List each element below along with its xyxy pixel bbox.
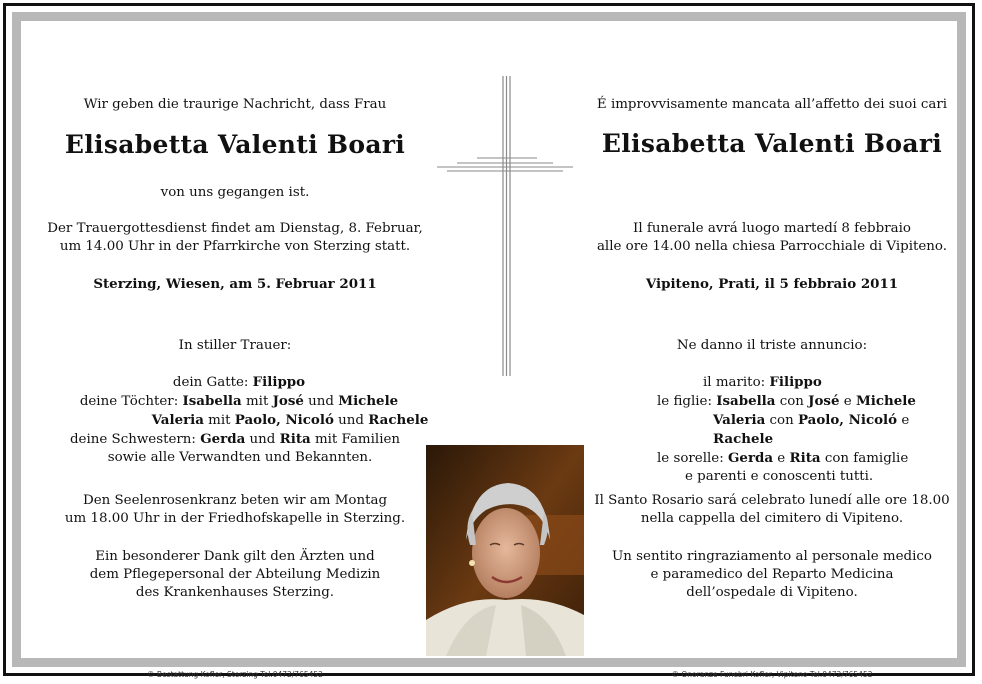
portrait-photo [426, 445, 584, 656]
italian-thanks-line3: dell’ospedale di Vipiteno. [686, 585, 858, 600]
german-service-line2: um 14.00 Uhr in der Pfarrkirche von Sterzing statt. [59, 239, 411, 254]
german-family-line5: sowie alle Verwandten und Bekannten. [107, 450, 373, 465]
italian-rosary-line1: Il Santo Rosario sará celebrato lunedí alle ore 18.00 [594, 493, 950, 508]
italian-thanks [581, 548, 963, 602]
italian-family-line1: il marito: Filippo [703, 374, 822, 390]
german-service-line1: Der Trauergottesdienst findet am Dienstag, 8. Februar, [47, 221, 423, 236]
italian-service-line1: Il funerale avrá luogo martedí 8 febbraio [633, 221, 911, 236]
italian-deceased-name: Elisabetta Valenti Boari [601, 129, 943, 158]
notice-frame [3, 3, 975, 679]
german-family [39, 373, 431, 467]
notice-body [21, 21, 957, 679]
italian-rosary [581, 492, 963, 528]
italian-family [581, 373, 963, 486]
german-service [39, 220, 431, 256]
italian-family-line3: Valeria con Paolo, Nicoló e Rachele [713, 412, 910, 447]
german-mourning: In stiller Trauer: [178, 338, 292, 353]
italian-service-line2: alle ore 14.00 nella chiesa Parrocchiale di Vipiteno. [596, 239, 948, 254]
german-family-line4: deine Schwestern: Gerda und Rita mit Familien [69, 431, 401, 447]
italian-intro: É improvvisamente mancata all’affetto dei suoi cari [596, 97, 948, 112]
italian-credit: © Onoranze Funebri Kofler, Vipiteno Tel.0472/765452 [671, 670, 873, 679]
italian-announce: Ne danno il triste annuncio: [676, 338, 868, 353]
german-rosary-line2: um 18.00 Uhr in der Friedhofskapelle in Sterzing. [64, 511, 406, 526]
italian-place-date: Vipiteno, Prati, il 5 febbraio 2011 [645, 276, 899, 292]
italian-family-line2: le figlie: Isabella con José e Michele [657, 393, 916, 409]
german-thanks-line3: des Krankenhauses Sterzing. [135, 585, 335, 600]
cross-icon [429, 71, 581, 381]
german-family-line2: deine Töchter: Isabella mit José und Michele [79, 393, 399, 409]
italian-service [581, 220, 963, 256]
grey-border [12, 12, 966, 679]
italian-rosary-line2: nella cappella del cimitero di Vipiteno. [640, 511, 904, 526]
italian-thanks-line1: Un sentito ringraziamento al personale medico [612, 549, 932, 564]
german-thanks-line2: dem Pflegepersonal der Abteilung Medizin [89, 567, 381, 582]
german-rosary-line1: Den Seelenrosenkranz beten wir am Montag [82, 493, 388, 508]
german-family-line1: dein Gatte: Filippo [172, 374, 306, 390]
german-family-line3: Valeria mit Paolo, Nicoló und Rachele [151, 412, 429, 428]
german-place-date: Sterzing, Wiesen, am 5. Februar 2011 [93, 276, 377, 292]
german-credit: © Bestattung Kofler, Sterzing Tel.0472/765452 [147, 670, 323, 679]
italian-family-line4: le sorelle: Gerda e Rita con famiglie [657, 450, 909, 466]
italian-thanks-line2: e paramedico del Reparto Medicina [650, 567, 894, 582]
german-passed: von uns gegangen ist. [160, 185, 310, 200]
italian-family-line5: e parenti e conoscenti tutti. [685, 469, 874, 484]
german-rosary [39, 492, 431, 528]
german-thanks-line1: Ein besonderer Dank gilt den Ärzten und [95, 549, 375, 564]
german-thanks [39, 548, 431, 602]
german-deceased-name: Elisabetta Valenti Boari [64, 130, 406, 159]
german-intro: Wir geben die traurige Nachricht, dass Frau [83, 97, 387, 112]
